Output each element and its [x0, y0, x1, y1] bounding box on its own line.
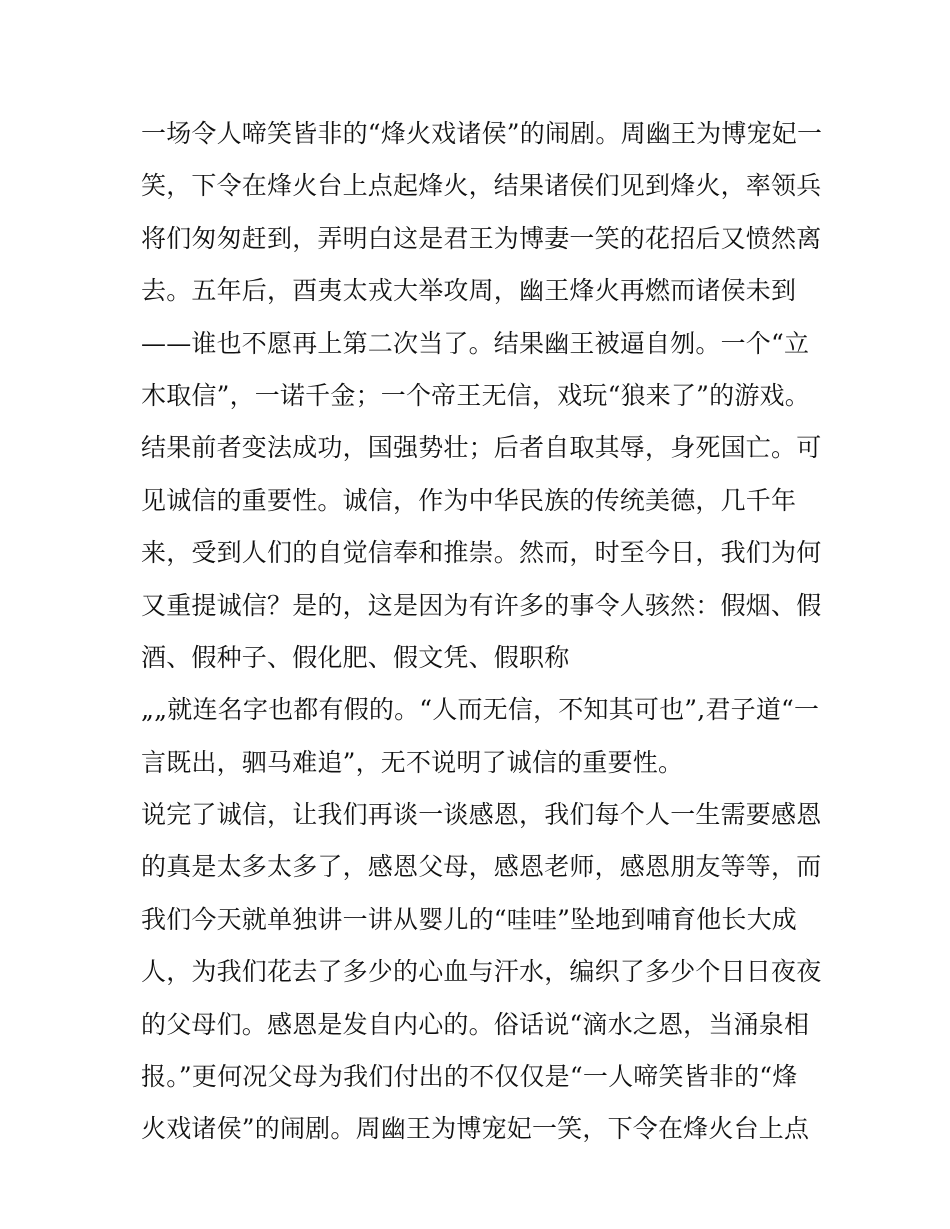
- text-line-4: 去。五年后，酉夷太戎大举攻周，幽王烽火再燃而诸侯未到: [141, 276, 797, 306]
- text-line-7: 结果前者变法成功，国强势壮；后者自取其辱，身死国亡。可: [141, 433, 822, 463]
- text-line-18: 的父母们。感恩是发自内心的。俗话说“滴水之恩，当涌泉相: [141, 1009, 810, 1039]
- text-line-19: 报。”更何况父母为我们付出的不仅仅是“一人啼笑皆非的“烽: [141, 1062, 798, 1092]
- text-line-1: 一场令人啼笑皆非的“烽火戏诸侯”的闹剧。周幽王为博宠妃一: [141, 119, 823, 148]
- text-line-13: 言既出，驷马难追”，无不说明了诚信的重要性。: [141, 747, 684, 777]
- text-line-20: 火戏诸侯”的闹剧。周幽王为博宠妃一笑，下令在烽火台上点: [141, 1114, 810, 1144]
- text-line-15: 的真是太多太多了，感恩父母，感恩老师，感恩朋友等等，而: [141, 852, 822, 882]
- text-line-11: 酒、假种子、假化肥、假文凭、假职称: [141, 642, 570, 672]
- text-line-3: 将们匆匆赶到，弄明白这是君王为博妻一笑的花招后又愤然离: [141, 223, 822, 253]
- text-line-14: 说完了诚信，让我们再谈一谈感恩，我们每个人一生需要感恩: [141, 800, 822, 830]
- text-line-17: 人，为我们花去了多少的心血与汗水，编织了多少个日日夜夜: [141, 957, 822, 987]
- text-line-10: 又重提诚信？是的，这是因为有许多的事令人骇然：假烟、假: [141, 590, 822, 620]
- text-line-9: 来，受到人们的自觉信奉和推崇。然而，时至今日，我们为何: [141, 538, 822, 568]
- document-body: [141, 108, 821, 1156]
- text-line-8: 见诚信的重要性。诚信，作为中华民族的传统美德，几千年: [141, 485, 797, 515]
- text-line-16: 我们今天就单独讲一讲从婴儿的“哇哇”坠地到哺育他长大成: [141, 904, 797, 934]
- text-line-5: ——谁也不愿再上第二次当了。结果幽王被逼自刎。一个“立: [141, 328, 810, 358]
- text-line-2: 笑，下令在烽火台上点起烽火，结果诸侯们见到烽火，率领兵: [141, 171, 822, 201]
- text-line-6: 木取信”，一诺千金；一个帝王无信，戏玩“狼来了”的游戏。: [141, 380, 810, 410]
- text-line-12: „„就连名字也都有假的。“人而无信，不知其可也”,君子道“一: [141, 695, 820, 725]
